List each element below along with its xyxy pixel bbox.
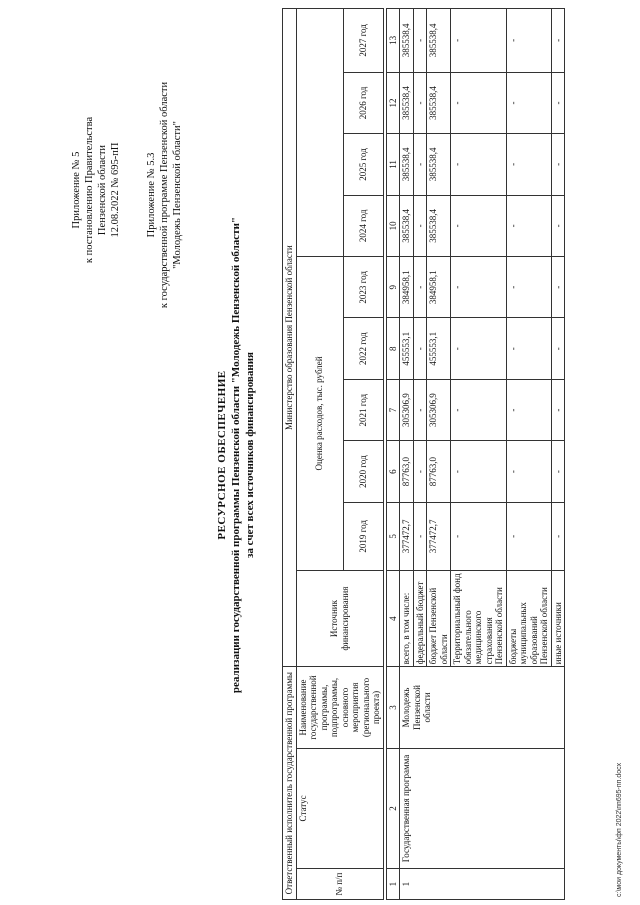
appendix2-line: к государственной программе Пензенской области xyxy=(159,81,170,309)
value-cell: - xyxy=(506,195,551,256)
value-cell: - xyxy=(413,134,427,195)
value-cell: 385538,4 xyxy=(400,134,414,195)
source-cell: всего, в том числе: xyxy=(400,570,414,667)
value-cell: 385538,4 xyxy=(427,72,451,133)
year-header: 2025 год xyxy=(343,134,383,195)
index-cell: 2 xyxy=(386,748,400,869)
value-cell: 455553,1 xyxy=(427,318,451,379)
value-cell: 305306,9 xyxy=(400,379,414,440)
value-cell: 455553,1 xyxy=(400,318,414,379)
appendix-header-2 xyxy=(145,45,184,345)
value-cell: 385538,4 xyxy=(427,9,451,73)
index-cell: 1 xyxy=(386,869,400,900)
value-cell: - xyxy=(506,441,551,502)
value-cell: - xyxy=(551,379,565,440)
value-cell: - xyxy=(413,9,427,73)
index-cell: 6 xyxy=(386,441,400,502)
value-cell: 377472,7 xyxy=(400,502,414,570)
col-name-header: Наименование государственной программы, подпрограммы, основного мероприятия (регионального проекта) xyxy=(296,667,383,748)
year-header: 2027 год xyxy=(343,9,383,73)
title-line-1: РЕСУРСНОЕ ОБЕСПЕЧЕНИЕ xyxy=(216,370,228,540)
value-cell: - xyxy=(451,441,507,502)
file-path-footer: c:\мои документы\фп 2022\пп695-пп.docx xyxy=(616,762,623,897)
appendix1-line: 12.08.2022 № 695-пП xyxy=(110,142,121,238)
value-cell: 87763,0 xyxy=(427,441,451,502)
value-cell: 384958,1 xyxy=(400,257,414,318)
year-header: 2019 год xyxy=(343,502,383,570)
value-cell: - xyxy=(413,72,427,133)
value-cell: - xyxy=(413,441,427,502)
value-cell: 87763,0 xyxy=(400,441,414,502)
year-header: 2024 год xyxy=(343,195,383,256)
index-cell: 7 xyxy=(386,379,400,440)
col-source-header: Источник финансирования xyxy=(296,570,383,667)
row-status: Государственная программа xyxy=(400,748,565,869)
year-header: 2020 год xyxy=(343,441,383,502)
index-cell: 10 xyxy=(386,195,400,256)
value-cell: - xyxy=(451,379,507,440)
appendix2-line: Приложение № 5.3 xyxy=(146,152,157,238)
value-cell: 384958,1 xyxy=(427,257,451,318)
value-cell: - xyxy=(451,134,507,195)
value-cell: 385538,4 xyxy=(400,9,414,73)
value-cell: - xyxy=(413,502,427,570)
value-cell: 385538,4 xyxy=(427,134,451,195)
col-no-header: № п/п xyxy=(296,869,383,900)
value-cell: - xyxy=(506,134,551,195)
document-title xyxy=(215,155,257,755)
year-header: 2026 год xyxy=(343,72,383,133)
table-row xyxy=(400,9,414,900)
index-cell: 11 xyxy=(386,134,400,195)
index-cell: 5 xyxy=(386,502,400,570)
value-cell: - xyxy=(413,379,427,440)
value-cell: - xyxy=(451,318,507,379)
value-cell: - xyxy=(451,72,507,133)
appendix2-line: "Молодежь Пензенской области" xyxy=(172,121,183,269)
value-cell: - xyxy=(506,9,551,73)
value-cell: 377472,7 xyxy=(427,502,451,570)
index-cell: 3 xyxy=(386,667,400,748)
source-cell: бюджет Пензенской области xyxy=(427,570,451,667)
col-costs-header-blank xyxy=(296,9,343,257)
value-cell: 305306,9 xyxy=(427,379,451,440)
value-cell: - xyxy=(413,318,427,379)
year-header: 2021 год xyxy=(343,379,383,440)
value-cell: - xyxy=(451,257,507,318)
year-header: 2023 год xyxy=(343,257,383,318)
col-costs-header: Оценка расходов, тыс. рублей xyxy=(296,257,343,571)
resource-table-wrapper xyxy=(282,8,565,900)
value-cell: - xyxy=(551,9,565,73)
value-cell: - xyxy=(551,318,565,379)
col-status-header: Статус xyxy=(296,748,383,869)
value-cell: - xyxy=(506,72,551,133)
row-program-name: Молодежь Пензенской области xyxy=(400,667,565,748)
value-cell: - xyxy=(551,72,565,133)
appendix-header-1 xyxy=(70,75,122,305)
value-cell: 385538,4 xyxy=(400,195,414,256)
appendix1-line: Приложение № 5 xyxy=(71,151,82,229)
value-cell: - xyxy=(451,502,507,570)
index-cell: 4 xyxy=(386,570,400,667)
appendix1-line: Пензенской области xyxy=(97,144,108,236)
value-cell: - xyxy=(506,379,551,440)
value-cell: - xyxy=(451,195,507,256)
value-cell: 385538,4 xyxy=(400,72,414,133)
source-cell: федеральный бюджет xyxy=(413,570,427,667)
source-cell: Территориальный фонд обязательного медицинского страхования Пензенской области xyxy=(451,570,507,667)
value-cell: - xyxy=(551,134,565,195)
title-line-2: реализации государственной программы Пензенской области "Молодежь Пензенской области" xyxy=(230,216,242,694)
index-cell: 9 xyxy=(386,257,400,318)
value-cell: 385538,4 xyxy=(427,195,451,256)
value-cell: - xyxy=(506,502,551,570)
resource-table xyxy=(282,8,565,900)
value-cell: - xyxy=(413,257,427,318)
index-row xyxy=(386,9,400,900)
source-cell: бюджеты муниципальных образований Пензенской области xyxy=(506,570,551,667)
value-cell: - xyxy=(506,318,551,379)
value-cell: - xyxy=(551,195,565,256)
value-cell: - xyxy=(551,257,565,318)
value-cell: - xyxy=(413,195,427,256)
value-cell: - xyxy=(451,9,507,73)
value-cell: - xyxy=(551,441,565,502)
index-cell: 12 xyxy=(386,72,400,133)
index-cell: 13 xyxy=(386,9,400,73)
responsible-value: Министерство образования Пензенской области xyxy=(283,9,297,667)
responsible-header: Ответственный исполнитель государственной программы xyxy=(283,667,297,900)
value-cell: - xyxy=(506,257,551,318)
row-number: 1 xyxy=(400,869,565,900)
value-cell: - xyxy=(551,502,565,570)
title-line-3: за счет всех источников финансирования xyxy=(244,352,256,559)
index-cell: 8 xyxy=(386,318,400,379)
source-cell: иные источники xyxy=(551,570,565,667)
year-header: 2022 год xyxy=(343,318,383,379)
appendix1-line: к постановлению Правительства xyxy=(84,116,95,264)
